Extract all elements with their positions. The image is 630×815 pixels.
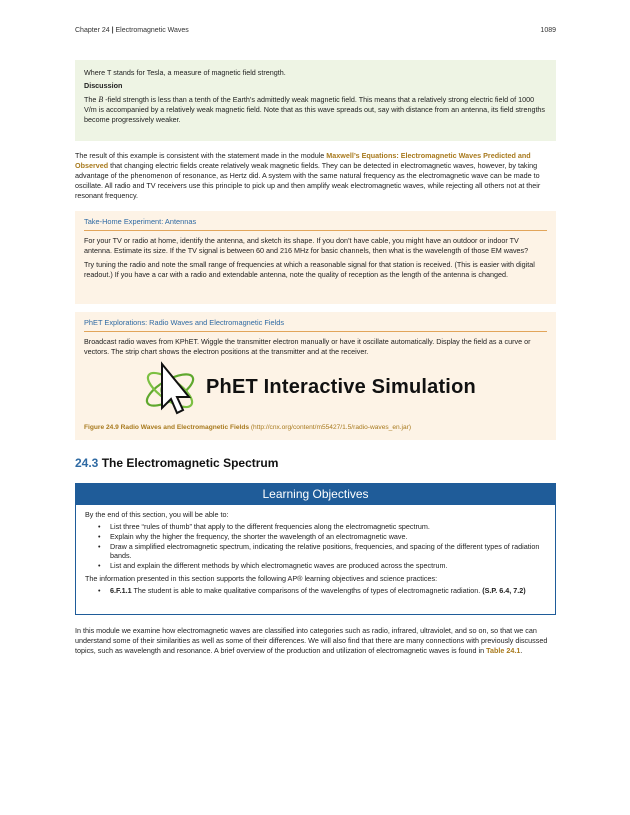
table-24-1-link[interactable]: Table 24.1 bbox=[486, 646, 521, 655]
section-title: The Electromagnetic Spectrum bbox=[101, 456, 279, 470]
paragraph-overview bbox=[75, 626, 556, 656]
paragraph-resonance bbox=[75, 151, 556, 201]
objective-text: List three “rules of thumb” that apply to the different frequencies along the electromagnetic spectrum. bbox=[110, 522, 430, 531]
figure-caption bbox=[84, 424, 411, 431]
page-number: 1089 bbox=[540, 27, 556, 34]
ap-practices: (S.P. 6.4, 7.2) bbox=[482, 586, 526, 595]
bullet: • bbox=[98, 532, 101, 541]
ap-code: 6.F.1.1 bbox=[110, 586, 132, 595]
maxwell-equations-link[interactable]: Maxwell’s Equations: Electromagnetic Waves Predicted and Observed bbox=[75, 151, 531, 170]
ap-intro: The information presented in this section supports the following AP® learning objectives and science practices: bbox=[85, 574, 438, 583]
list-item bbox=[85, 586, 546, 595]
phet-logo-icon bbox=[142, 364, 197, 413]
discussion-box bbox=[75, 60, 556, 141]
experiment-paragraph-1: For your TV or radio at home, identify the antenna, and sketch its shape. If you don’t have cable, you might have an outdoor or indoor TV antenna. Estimate its size. If the TV signal is between 60 and 216 MHz for basic channels, then what is the wavelength of those EM waves? bbox=[84, 236, 529, 255]
discussion-text bbox=[84, 95, 547, 125]
ap-text: The student is able to make qualitative comparisons of the wavelengths of types of electromagnetic radiation. bbox=[131, 586, 483, 595]
bullet: • bbox=[98, 561, 101, 570]
objective-text: Draw a simplified electromagnetic spectrum, indicating the relative positions, frequencies, and spacing of the different types of radiation bands. bbox=[110, 542, 540, 560]
phet-title: PhET Explorations: Radio Waves and Electromagnetic Fields bbox=[84, 318, 547, 332]
discussion-text-pre: The bbox=[84, 95, 99, 104]
bullet: • bbox=[98, 586, 101, 595]
bullet: • bbox=[98, 542, 101, 551]
list-item bbox=[85, 542, 546, 560]
objective-text: List and explain the different methods by which electromagnetic waves are produced across the spectrum. bbox=[110, 561, 448, 570]
list-item bbox=[85, 522, 546, 531]
discussion-intro: Where T stands for Tesla, a measure of magnetic field strength. bbox=[84, 68, 286, 77]
paragraph2-pre: In this module we examine how electromagnetic waves are classified into categories such as radio, infrared, ultraviolet, and so on, so that we can understand some of their similarities as well as some of their differences. We will also find that there are many connections with previously discussed topics, such as wavelength and resonance. A brief overview of the production and utilization of electromagnetic waves is found in bbox=[75, 626, 548, 655]
learning-objectives-body bbox=[76, 505, 555, 595]
objectives-list bbox=[85, 522, 546, 570]
discussion-text-post: -field strength is less than a tenth of the Earth’s admittedly weak magnetic field. This means that a relatively strong electric field of 1000 V/m is accompanied by a relatively weak magnetic field. Note that as this wave spreads out, say with distance from an antenna, its field strengths become progressively weaker. bbox=[84, 95, 546, 124]
discussion-title: Discussion bbox=[84, 81, 123, 90]
paragraph1-post: that changing electric fields create relatively weak magnetic fields. They can be detected in electromagnetic waves, however, by taking advantage of the phenomenon of resonance, as Hertz did. A system with the same natural frequency as the electromagnetic wave can be made to oscillate. All radio and TV receivers use this principle to pick up and then amplify weak electromagnetic waves, while rejecting all others not at their resonant frequency. bbox=[75, 161, 541, 200]
list-item bbox=[85, 561, 546, 570]
section-heading bbox=[75, 456, 278, 470]
b-field-symbol: B bbox=[98, 95, 104, 104]
objectives-intro: By the end of this section, you will be able to: bbox=[85, 510, 229, 519]
figure-url-link[interactable]: (http://cnx.org/content/m55427/1.5/radio-waves_en.jar) bbox=[250, 424, 412, 431]
experiment-paragraph-2: Try tuning the radio and note the small range of frequencies at which a reasonable signal for that station is received. (This is easier with digital readout.) If you have a car with a radio and extendable antenna, note the quality of reception as the length of the antenna is changed. bbox=[84, 260, 535, 279]
experiment-title: Take-Home Experiment: Antennas bbox=[84, 217, 547, 231]
paragraph1-pre: The result of this example is consistent with the statement made in the module bbox=[75, 151, 327, 160]
list-item bbox=[85, 532, 546, 541]
phet-description: Broadcast radio waves from KPhET. Wiggle the transmitter electron manually or have it oscillate automatically. Display the field as a curve or vectors. The strip chart shows the electron positions at the transmitter and at the receiver. bbox=[84, 337, 531, 356]
paragraph2-post: . bbox=[520, 646, 523, 655]
figure-label: Figure 24.9 Radio Waves and Electromagnetic Fields bbox=[84, 424, 250, 431]
bullet: • bbox=[98, 522, 101, 531]
learning-objectives-header: Learning Objectives bbox=[76, 484, 555, 505]
learning-objectives-box bbox=[75, 483, 556, 615]
ap-objectives-list bbox=[85, 586, 546, 595]
section-number: 24.3 bbox=[75, 456, 99, 470]
running-head bbox=[75, 27, 189, 34]
header-separator: | bbox=[111, 27, 114, 34]
experiment-box bbox=[75, 211, 556, 304]
objective-text: Explain why the higher the frequency, the shorter the wavelength of an electromagnetic wave. bbox=[110, 532, 408, 541]
page-header bbox=[75, 27, 556, 37]
chapter-label: Chapter 24 bbox=[75, 27, 110, 34]
chapter-title: Electromagnetic Waves bbox=[115, 27, 189, 34]
phet-banner-text: PhET Interactive Simulation bbox=[206, 376, 476, 398]
